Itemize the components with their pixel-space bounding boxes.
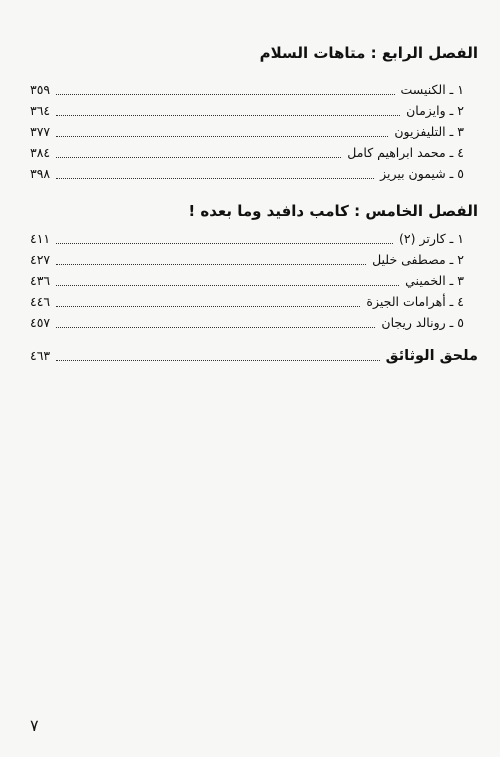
toc-entry bbox=[30, 122, 464, 142]
dot-leader bbox=[56, 243, 393, 244]
chapter-5-heading: الفصل الخامس : كامب دافيد وما بعده ! bbox=[188, 202, 478, 220]
dot-leader bbox=[56, 306, 360, 307]
toc-entry-title: ٢ ـ مصطفى خليل bbox=[372, 252, 464, 267]
toc-entry-title: ٥ ـ شيمون بيريز bbox=[380, 166, 464, 181]
toc-entry bbox=[30, 229, 464, 249]
dot-leader bbox=[56, 327, 375, 328]
toc-entry bbox=[30, 164, 464, 184]
toc-entry-page: ٣٦٤ bbox=[30, 103, 51, 118]
toc-entry bbox=[30, 271, 464, 291]
dot-leader bbox=[56, 136, 388, 137]
toc-entry-page: ٣٥٩ bbox=[30, 82, 51, 97]
toc-entry-title: ٢ ـ وايزمان bbox=[406, 103, 464, 118]
toc-entry-page: ٣٧٧ bbox=[30, 124, 51, 139]
toc-entry bbox=[30, 250, 464, 270]
chapter-4-heading: الفصل الرابع : متاهات السلام bbox=[259, 44, 478, 62]
dot-leader bbox=[56, 360, 379, 361]
appendix-page: ٤٦٣ bbox=[30, 348, 51, 363]
page-number: ٧ bbox=[30, 716, 39, 735]
toc-entry-title: ١ ـ الكنيست bbox=[400, 82, 464, 97]
toc-entry-title: ١ ـ كارتر (٢) bbox=[399, 231, 464, 246]
dot-leader bbox=[56, 178, 374, 179]
dot-leader bbox=[56, 115, 400, 116]
toc-entry-page: ٤٤٦ bbox=[30, 294, 51, 309]
toc-entry-title: ٣ ـ الخميني bbox=[405, 273, 464, 288]
dot-leader bbox=[56, 264, 366, 265]
toc-entry-title: ٥ ـ رونالد ريجان bbox=[381, 315, 464, 330]
dot-leader bbox=[56, 157, 341, 158]
toc-entry-page: ٤٢٧ bbox=[30, 252, 51, 267]
toc-entry-title: ٣ ـ التليفزيون bbox=[394, 124, 464, 139]
toc-entry bbox=[30, 143, 464, 163]
appendix-entry bbox=[30, 346, 478, 366]
toc-entry-page: ٤٥٧ bbox=[30, 315, 51, 330]
toc-entry bbox=[30, 292, 464, 312]
toc-entry-page: ٤٣٦ bbox=[30, 273, 51, 288]
dot-leader bbox=[56, 94, 394, 95]
toc-entry bbox=[30, 101, 464, 121]
toc-entry-title: ٤ ـ أهرامات الجيزة bbox=[366, 294, 464, 309]
appendix-title: ملحق الوثائق bbox=[385, 348, 478, 364]
toc-entry-page: ٣٩٨ bbox=[30, 166, 51, 181]
toc-entry-page: ٣٨٤ bbox=[30, 145, 51, 160]
toc-entry bbox=[30, 313, 464, 333]
toc-entry-title: ٤ ـ محمد ابراهيم كامل bbox=[347, 145, 464, 160]
toc-entry bbox=[30, 80, 464, 100]
dot-leader bbox=[56, 285, 399, 286]
toc-entry-page: ٤١١ bbox=[30, 231, 51, 246]
